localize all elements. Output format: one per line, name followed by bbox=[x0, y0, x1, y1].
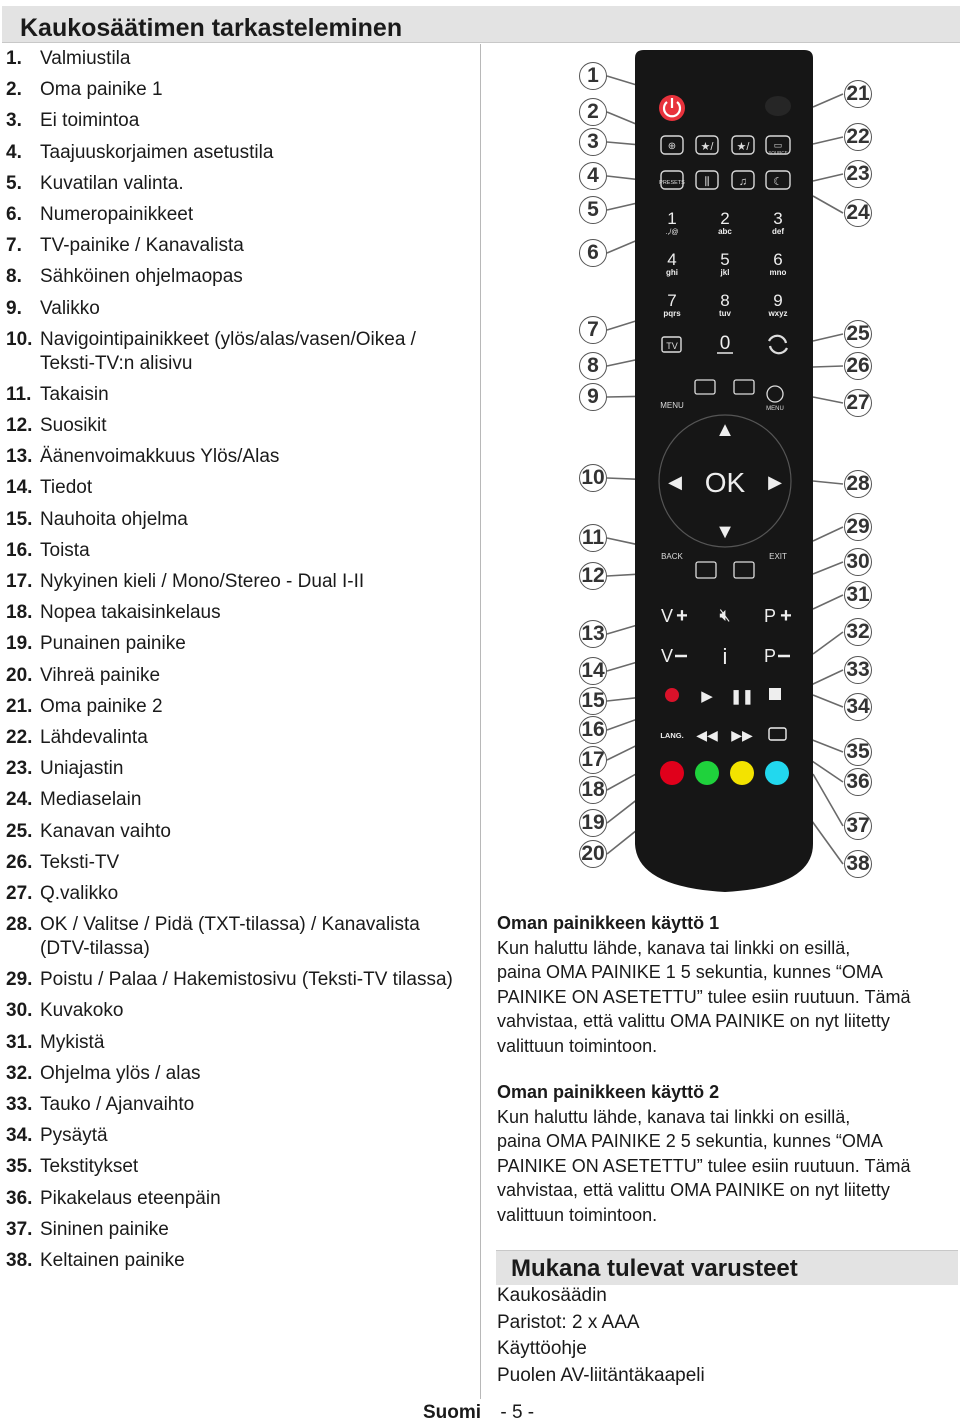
title-bar bbox=[2, 6, 960, 43]
legend-item bbox=[6, 476, 472, 500]
button-legend-list bbox=[6, 47, 472, 1280]
legend-item bbox=[6, 1031, 472, 1055]
svg-text:+: + bbox=[676, 605, 688, 627]
footer-language: Suomi bbox=[423, 1402, 482, 1423]
blue-button bbox=[765, 761, 789, 785]
legend-item-number: 21. bbox=[6, 695, 33, 717]
legend-item-number: 29. bbox=[6, 969, 33, 991]
legend-item bbox=[6, 913, 472, 961]
my-button-1-line: paina OMA PAINIKE 1 5 sekuntia, kunnes “OMA bbox=[497, 962, 883, 982]
svg-text:▭: ▭ bbox=[773, 140, 783, 150]
callout-number: 14 bbox=[579, 657, 607, 685]
accessories-title: Mukana tulevat varusteet bbox=[511, 1255, 798, 1282]
callout-number: 24 bbox=[844, 199, 872, 227]
callout-number: 19 bbox=[579, 809, 607, 837]
callout-number: 37 bbox=[844, 812, 872, 840]
callout-number: 6 bbox=[579, 239, 607, 267]
svg-text:★/: ★/ bbox=[736, 141, 750, 153]
legend-item-label: Valmiustila bbox=[40, 48, 131, 69]
legend-item bbox=[6, 109, 472, 133]
my-button-1-heading: Oman painikkeen käyttö 1 bbox=[497, 913, 720, 933]
svg-text:❚❚: ❚❚ bbox=[730, 688, 754, 704]
svg-text:.,/@: .,/@ bbox=[665, 229, 679, 236]
legend-item-label: Q.valikko bbox=[40, 882, 119, 904]
svg-text:TV: TV bbox=[666, 341, 678, 351]
page-number: - 5 - bbox=[500, 1402, 535, 1423]
legend-item bbox=[6, 999, 472, 1023]
legend-item bbox=[6, 539, 472, 563]
legend-item-number: 24. bbox=[6, 789, 33, 811]
callout-number: 29 bbox=[844, 513, 872, 541]
svg-text:◀◀: ◀◀ bbox=[696, 727, 718, 743]
legend-item-label: Oma painike 2 bbox=[40, 695, 163, 717]
svg-text:⫼: ⫼ bbox=[704, 176, 710, 188]
svg-text:i: i bbox=[722, 644, 728, 669]
callout-number: 27 bbox=[844, 389, 872, 417]
my-button-2-section bbox=[497, 1080, 959, 1227]
my-button-1-line: Kun haluttu lähde, kanava tai linkki on esillä, bbox=[497, 937, 851, 958]
legend-item-number: 12. bbox=[6, 415, 33, 437]
legend-item-label: Sininen painike bbox=[40, 1218, 169, 1240]
legend-item bbox=[6, 1093, 472, 1117]
legend-item bbox=[6, 203, 472, 227]
legend-item-number: 19. bbox=[6, 633, 33, 655]
callout-number: 13 bbox=[579, 620, 607, 648]
legend-item-label: Äänenvoimakkuus Ylös/Alas bbox=[40, 446, 280, 468]
callout-number: 33 bbox=[844, 656, 872, 684]
my-button-2-heading: Oman painikkeen käyttö 2 bbox=[497, 1082, 720, 1102]
legend-item bbox=[6, 851, 472, 875]
legend-item-label: Teksti-TV bbox=[40, 851, 120, 873]
callout-number: 3 bbox=[579, 128, 607, 156]
legend-item-number: 2. bbox=[6, 79, 22, 101]
svg-text:🔇︎: 🔇︎ bbox=[719, 605, 731, 625]
legend-item-label: Navigointipainikkeet (ylös/alas/vasen/Oikea / Teksti-TV:n alisivu bbox=[40, 328, 416, 374]
callout-number: 15 bbox=[579, 687, 607, 715]
callout-number: 31 bbox=[844, 581, 872, 609]
legend-item bbox=[6, 757, 472, 781]
legend-item bbox=[6, 508, 472, 532]
legend-item-label: Nykyinen kieli / Mono/Stereo - Dual I-II bbox=[40, 571, 365, 592]
legend-item-number: 25. bbox=[6, 820, 33, 842]
legend-item-label: Punainen painike bbox=[40, 633, 186, 655]
callout-number: 36 bbox=[844, 768, 872, 796]
legend-item-number: 3. bbox=[6, 110, 22, 132]
legend-item-label: Mediaselain bbox=[40, 789, 142, 811]
svg-text:MENU: MENU bbox=[766, 406, 784, 412]
legend-item bbox=[6, 265, 472, 289]
svg-text:wxyz: wxyz bbox=[768, 309, 788, 318]
page-footer bbox=[423, 1402, 534, 1424]
svg-text:▶: ▶ bbox=[701, 688, 713, 705]
legend-item bbox=[6, 726, 472, 750]
svg-text:ghi: ghi bbox=[666, 268, 678, 277]
legend-item bbox=[6, 664, 472, 688]
callout-number: 18 bbox=[579, 776, 607, 804]
legend-item-number: 4. bbox=[6, 141, 22, 163]
callout-number: 7 bbox=[579, 316, 607, 344]
legend-item bbox=[6, 47, 472, 71]
callout-number: 12 bbox=[579, 562, 607, 590]
svg-text:+: + bbox=[780, 605, 792, 627]
svg-text:P: P bbox=[763, 646, 777, 666]
red-button bbox=[660, 761, 684, 785]
legend-item bbox=[6, 172, 472, 196]
callout-number: 16 bbox=[579, 716, 607, 744]
my-button-2-line: valittuun toimintoon. bbox=[497, 1204, 658, 1225]
legend-item-label: Kuvatilan valinta. bbox=[40, 172, 184, 194]
legend-item-label: Taajuuskorjaimen asetustila bbox=[40, 141, 274, 163]
legend-item bbox=[6, 788, 472, 812]
legend-item bbox=[6, 414, 472, 438]
legend-item-label: Nopea takaisinkelaus bbox=[40, 602, 221, 624]
svg-text:V: V bbox=[660, 606, 674, 626]
legend-item-number: 28. bbox=[6, 914, 33, 936]
svg-text:▼: ▼ bbox=[715, 521, 735, 543]
legend-item-label: Ohjelma ylös / alas bbox=[40, 1062, 201, 1084]
svg-text:P: P bbox=[763, 606, 777, 626]
callout-number: 5 bbox=[579, 196, 607, 224]
legend-item-number: 37. bbox=[6, 1218, 33, 1240]
svg-text:☾: ☾ bbox=[773, 176, 783, 188]
my-button-1-line: PAINIKE ON ASETETTU” tulee esiin ruutuun. Tämä bbox=[497, 986, 911, 1007]
legend-item-number: 31. bbox=[6, 1031, 33, 1053]
legend-item bbox=[6, 632, 472, 656]
legend-item bbox=[6, 78, 472, 102]
legend-item bbox=[6, 1155, 472, 1179]
callout-number: 28 bbox=[844, 470, 872, 498]
callout-number: 21 bbox=[844, 80, 872, 108]
callout-number: 10 bbox=[579, 464, 607, 492]
callout-number: 4 bbox=[579, 162, 607, 190]
legend-item bbox=[6, 570, 472, 594]
legend-item-number: 36. bbox=[6, 1187, 33, 1209]
legend-item bbox=[6, 1187, 472, 1211]
legend-item-number: 5. bbox=[6, 172, 22, 194]
svg-text:2: 2 bbox=[720, 209, 730, 228]
legend-item bbox=[6, 297, 472, 321]
legend-item bbox=[6, 328, 472, 376]
callout-number: 35 bbox=[844, 738, 872, 766]
legend-item-label: Poistu / Palaa / Hakemistosivu (Teksti-TV tilassa) bbox=[40, 969, 453, 991]
svg-text:def: def bbox=[772, 227, 784, 236]
legend-item bbox=[6, 1218, 472, 1242]
svg-text:SOURCE: SOURCE bbox=[768, 150, 788, 155]
legend-item-number: 15. bbox=[6, 508, 33, 530]
legend-item-label: Suosikit bbox=[40, 415, 107, 437]
legend-item-number: 6. bbox=[6, 203, 22, 225]
my-button-2-line: paina OMA PAINIKE 2 5 sekuntia, kunnes “OMA bbox=[497, 1131, 883, 1151]
legend-item-label: Kuvakoko bbox=[40, 1000, 124, 1022]
my-button-1-section bbox=[497, 911, 959, 1058]
legend-item-label: Vihreä painike bbox=[40, 664, 161, 686]
legend-item-number: 20. bbox=[6, 664, 33, 686]
svg-text:6: 6 bbox=[773, 250, 783, 269]
legend-item bbox=[6, 383, 472, 407]
legend-item bbox=[6, 445, 472, 469]
legend-item-number: 17. bbox=[6, 571, 33, 592]
legend-item-number: 18. bbox=[6, 602, 33, 624]
legend-item-number: 38. bbox=[6, 1249, 33, 1271]
legend-item bbox=[6, 820, 472, 844]
my-button-2-line: Kun haluttu lähde, kanava tai linkki on esillä, bbox=[497, 1106, 851, 1127]
legend-item-label: Sähköinen ohjelmaopas bbox=[40, 266, 243, 288]
callout-number: 23 bbox=[844, 160, 872, 188]
legend-item bbox=[6, 234, 472, 258]
callout-number: 22 bbox=[844, 123, 872, 151]
svg-text:OK: OK bbox=[704, 467, 746, 498]
svg-text:9: 9 bbox=[773, 291, 783, 310]
legend-item-label: Valikko bbox=[40, 297, 100, 319]
callout-number: 34 bbox=[844, 693, 872, 721]
legend-item bbox=[6, 695, 472, 719]
svg-text:▶: ▶ bbox=[768, 472, 782, 492]
accessory-item: Kaukosäädin bbox=[497, 1285, 607, 1306]
legend-item-number: 1. bbox=[6, 48, 22, 69]
svg-text:V: V bbox=[660, 646, 674, 666]
svg-text:LANG.: LANG. bbox=[660, 731, 684, 740]
legend-item-number: 13. bbox=[6, 446, 33, 468]
accessory-item: Paristot: 2 x AAA bbox=[497, 1311, 640, 1333]
svg-text:★/: ★/ bbox=[700, 141, 714, 153]
legend-item-label: Keltainen painike bbox=[40, 1249, 185, 1271]
svg-text:◀: ◀ bbox=[668, 472, 682, 492]
callout-number: 32 bbox=[844, 618, 872, 646]
page-title: Kaukosäätimen tarkasteleminen bbox=[20, 14, 403, 42]
svg-text:▶▶: ▶▶ bbox=[731, 727, 753, 743]
svg-text:▲: ▲ bbox=[715, 419, 735, 441]
legend-item-label: Nauhoita ohjelma bbox=[40, 508, 188, 530]
legend-item-label: Oma painike 1 bbox=[40, 79, 163, 101]
accessory-item: Puolen AV-liitäntäkaapeli bbox=[497, 1364, 705, 1386]
my-button-2-line: vahvistaa, että valittu OMA PAINIKE on nyt liitetty bbox=[497, 1180, 890, 1200]
svg-text:⊕: ⊕ bbox=[667, 141, 677, 152]
callout-number: 8 bbox=[579, 352, 607, 380]
accessories-title-bar bbox=[496, 1250, 958, 1285]
legend-item-number: 16. bbox=[6, 539, 33, 561]
callout-number: 11 bbox=[579, 524, 607, 552]
legend-item bbox=[6, 1062, 472, 1086]
svg-text:PRESETS: PRESETS bbox=[659, 180, 685, 186]
my-button-2-line: PAINIKE ON ASETETTU” tulee esiin ruutuun. Tämä bbox=[497, 1155, 911, 1176]
svg-text:MENU: MENU bbox=[660, 401, 684, 410]
svg-text:jkl: jkl bbox=[720, 268, 730, 277]
legend-item-number: 22. bbox=[6, 726, 33, 748]
legend-item-label: OK / Valitse / Pidä (TXT-tilassa) / Kanavalista (DTV-tilassa) bbox=[40, 914, 420, 960]
my-button-1-line: valittuun toimintoon. bbox=[497, 1035, 658, 1056]
remote-svg bbox=[560, 44, 960, 904]
callout-number: 2 bbox=[579, 98, 607, 126]
legend-item-number: 33. bbox=[6, 1094, 33, 1115]
svg-text:pqrs: pqrs bbox=[663, 309, 681, 318]
accessories-list bbox=[497, 1283, 705, 1389]
legend-item-label: Ei toimintoa bbox=[40, 110, 140, 132]
svg-text:tuv: tuv bbox=[719, 309, 731, 318]
legend-item bbox=[6, 1249, 472, 1273]
legend-item-number: 27. bbox=[6, 882, 33, 904]
legend-item bbox=[6, 1124, 472, 1148]
legend-item-label: Toista bbox=[40, 539, 90, 561]
svg-text:0: 0 bbox=[719, 333, 731, 354]
svg-text:EXIT: EXIT bbox=[769, 552, 787, 561]
legend-item-label: Uniajastin bbox=[40, 758, 124, 780]
legend-item-number: 32. bbox=[6, 1062, 33, 1084]
svg-text:7: 7 bbox=[667, 291, 677, 310]
svg-text:8: 8 bbox=[720, 291, 730, 310]
remote-illustration bbox=[560, 44, 960, 904]
legend-item-label: Tiedot bbox=[40, 477, 93, 499]
green-button bbox=[695, 761, 719, 785]
legend-item-number: 26. bbox=[6, 851, 33, 873]
legend-item-label: Lähdevalinta bbox=[40, 726, 148, 748]
legend-item bbox=[6, 968, 472, 992]
legend-item-label: Pysäytä bbox=[40, 1125, 108, 1147]
callout-number: 38 bbox=[844, 850, 872, 878]
legend-item-number: 10. bbox=[6, 328, 33, 350]
callout-number: 9 bbox=[579, 383, 607, 411]
legend-item-number: 14. bbox=[6, 477, 33, 499]
legend-item-label: Takaisin bbox=[40, 383, 109, 405]
accessory-item: Käyttöohje bbox=[497, 1338, 587, 1359]
legend-item-number: 11. bbox=[6, 383, 32, 405]
callout-number: 26 bbox=[844, 352, 872, 380]
callout-number: 25 bbox=[844, 320, 872, 348]
svg-text:BACK: BACK bbox=[661, 552, 683, 561]
svg-text:5: 5 bbox=[720, 250, 730, 269]
callout-number: 20 bbox=[579, 840, 607, 868]
legend-item-label: Tauko / Ajanvaihto bbox=[40, 1094, 195, 1115]
callout-number: 30 bbox=[844, 548, 872, 576]
callout-number: 1 bbox=[579, 62, 607, 90]
legend-item bbox=[6, 141, 472, 165]
svg-text:♫: ♫ bbox=[738, 176, 748, 188]
legend-item-label: Tekstitykset bbox=[40, 1156, 139, 1178]
legend-item-label: Mykistä bbox=[40, 1031, 105, 1053]
svg-text:mno: mno bbox=[769, 268, 787, 277]
svg-text:1: 1 bbox=[667, 209, 677, 228]
svg-text:3: 3 bbox=[773, 209, 783, 228]
legend-item-number: 8. bbox=[6, 266, 22, 288]
callout-number: 17 bbox=[579, 746, 607, 774]
legend-item bbox=[6, 601, 472, 625]
legend-item-number: 30. bbox=[6, 1000, 33, 1022]
legend-item-number: 7. bbox=[6, 235, 22, 257]
column-divider bbox=[480, 44, 481, 1399]
legend-item-number: 9. bbox=[6, 297, 22, 319]
legend-item-label: TV-painike / Kanavalista bbox=[40, 235, 244, 257]
legend-item-number: 35. bbox=[6, 1156, 33, 1178]
my-button-1-line: vahvistaa, että valittu OMA PAINIKE on nyt liitetty bbox=[497, 1011, 890, 1031]
ir-window bbox=[765, 96, 791, 116]
legend-item-number: 34. bbox=[6, 1125, 33, 1147]
legend-item-number: 23. bbox=[6, 758, 33, 780]
svg-text:4: 4 bbox=[667, 250, 677, 269]
svg-text:abc: abc bbox=[718, 227, 732, 236]
legend-item-label: Kanavan vaihto bbox=[40, 820, 171, 842]
legend-item-label: Numeropainikkeet bbox=[40, 203, 194, 225]
legend-item-label: Pikakelaus eteenpäin bbox=[40, 1187, 221, 1209]
yellow-button bbox=[730, 761, 754, 785]
legend-item bbox=[6, 882, 472, 906]
